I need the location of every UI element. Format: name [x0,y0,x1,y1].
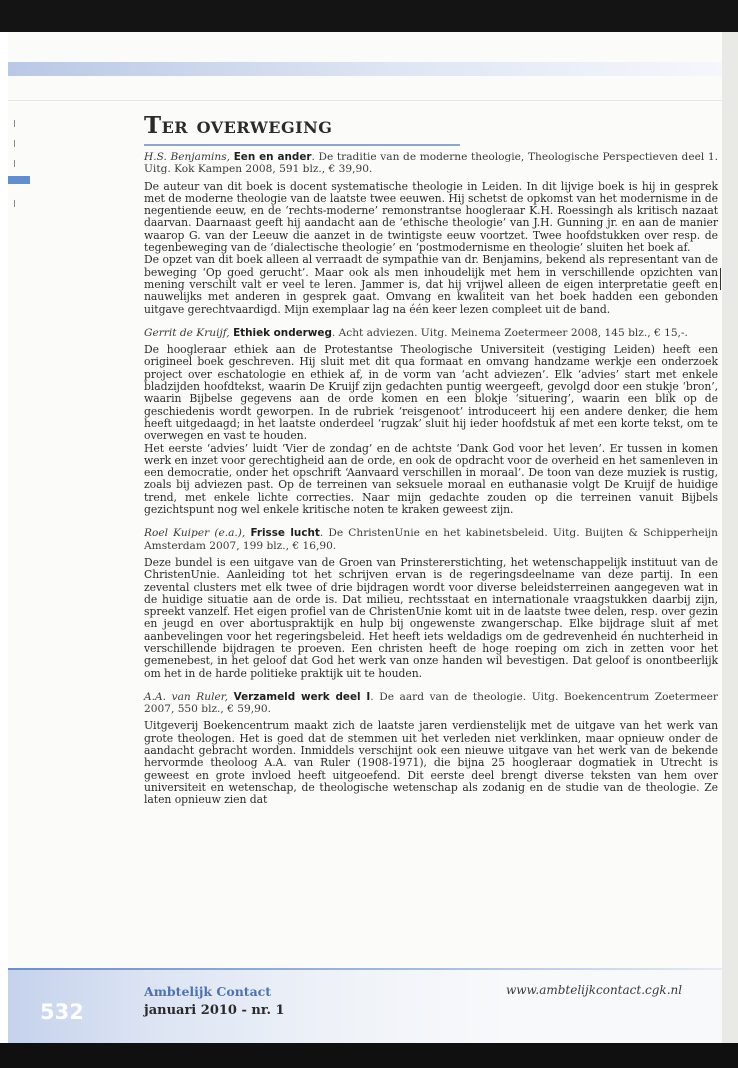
magazine-name: Ambtelijk Contact [144,984,272,999]
review-author: H.S. Benjamins, [144,151,231,163]
book-details: . De ChristenUnie en het kabinetsbeleid. Uitg. Buijten & Schipperheijn Amsterdam 2007, 199 blz., € 16,90. [144,527,718,552]
book-details: . De aard van de theologie. Uitg. Boekencentrum Zoetermeer 2007, 550 blz., € 59,90. [144,690,718,716]
issue-label: januari 2010 - nr. 1 [144,1003,285,1018]
footer-band [8,968,722,1043]
margin-tick [14,200,15,207]
book-title: Een en ander [233,151,312,163]
review-reference [144,527,718,552]
book-details: . Acht adviezen. Uitg. Meinema Zoetermeer 2008, 145 blz., € 15,-. [331,326,688,339]
review-reference [144,151,718,176]
side-marker [8,176,30,184]
margin-tick [14,120,15,127]
book-title: Verzameld werk deel I [233,690,371,703]
book-title: Frisse lucht [250,527,320,540]
margin-mark [720,268,721,290]
page-number: 532 [40,1000,84,1024]
book-title: Ethiek onderweg [233,326,332,339]
footer-rule [8,968,722,970]
scan-bottom-border [0,1043,738,1068]
review-author: Roel Kuiper (e.a.), [144,527,246,540]
scan-top-border [0,0,738,32]
review-paragraph: Het eerste ‘advies’ luidt ‘Vier de zondag’ en de achtste ‘Dank God voor het leven’. Er tussen in komen werk en inzet voor gerechtigheid aan de orde, en ook de opdracht voor de overheid en het samenleven in een democratie, onder het opschrift ‘Aanvaard verschillen in moraal’. De toon van deze muziek is rustig, zoals bij adviezen past. Op de terreinen van seksuele moraal en euthanasie volgt De Kruijf de huidige trend, met enkele lichte correcties. Naar mijn gedachte zouden op die terreinen vanuit Bijbels gezichtspunt nog wel enkele kritische noten te kraken geweest zijn. [144,441,718,517]
review-paragraph: Uitgeverij Boekencentrum maakt zich de laatste jaren verdienstelijk met de uitgave van het werk van grote theologen. Het is goed dat de stemmen uit het verleden niet verklinken, maar opnieuw onder de aandacht gebracht worden. Inmiddels verschijnt ook een nieuwe uitgave van het werk van de bekende hervormde theoloog A.A. van Ruler (1908-1971), die bijna 25 hoogleraar dogmatiek in Utrecht is geweest en grote invloed heeft uitgeoefend. Dit eerste deel brengt diverse teksten van hem over universiteit en wetenschap, de theologische wetenschap als zodanig en de studie van de theologie. Ze laten opnieuw zien dat [144,719,718,807]
review-paragraph: De opzet van dit boek alleen al verraadt de sympathie van dr. Benjamins, bekend als representant van de beweging ‘Op goed gerucht’. Maar ook als men inhoudelijk met hem in verschillende opzichten van mening verschilt valt er veel te leren. Jammer is, dat hij vrijwel alleen de eigen interpretatie geeft en nauwelijks met anderen in gesprek gaat. Omvang en kwaliteit van het boek hadden een gebonden uitgave gerechtvaardigd. Mijn exemplaar lag na één keer lezen compleet uit de band. [144,253,718,316]
scan-right-edge [722,32,738,1068]
title-underline [144,144,460,146]
page-title: Ter overweging [144,112,333,139]
book-details: . De traditie van de moderne theologie, Theologische Perspectieven deel 1. Uitg. Kok Kampen 2008, 591 blz., € 39,90. [144,151,719,176]
review-reference [144,691,718,716]
review-reference [144,327,718,339]
website-url: www.ambtelijkcontact.cgk.nl [506,983,683,997]
review-author: A.A. van Ruler, [144,690,229,703]
margin-tick [14,140,15,147]
review-column [144,151,718,807]
review-paragraph: De hoogleraar ethiek aan de Protestantse Theologische Universiteit (vestiging Leiden) heeft een origineel boek geschreven. Hij sluit met dit qua formaat en omvang handzame werkje een onderzoek project over eschatologie en ethiek af, in de vorm van ‘acht adviezen’. Elk ‘advies’ start met enkele bladzijden hoofdtekst, waarin De Kruijf zijn gedachten puntig weergeeft, gevolgd door een stukje ‘bron’, waarin Bijbelse gegevens aan de orde komen en een blokje ‘situering’, waarin een blik op de geschiedenis wordt geworpen. In de rubriek ‘reisgenoot’ introduceert hij een andere denker, die hem heeft uitgedaagd; in het laatste onderdeel ‘rugzak’ sluit hij ieder hoofdstuk af met een korte tekst, om te overwegen en vast te houden. [144,343,718,443]
review-author: Gerrit de Kruijf, [144,326,230,339]
header-rule [8,100,722,101]
header-color-band [8,62,722,76]
margin-tick [14,160,15,167]
review-paragraph: De auteur van dit boek is docent systematische theologie in Leiden. In dit lijvige boek is hij in gesprek met de moderne theologie van de laatste twee eeuwen. Hij schetst de opkomst van het modernisme in de negentiende eeuw, en de ‘rechts-moderne’ remonstrantse hoogleraar K.H. Roessingh als kritisch nazaat daarvan. Daarnaast geeft hij aandacht aan de ‘ethische theologie’ van J.H. Gunning jr. en aan de manier waarop G. van der Leeuw die aanzet in de twintigste eeuw voortzet. Twee hoofdstukken over resp. de tegenbeweging van de ‘dialectische theologie’ en ‘postmodernisme en theologie’ sluiten het boek af. [144,179,718,255]
review-paragraph: Deze bundel is een uitgave van de Groen van Prinstererstichting, het wetenschappelijk instituut van de ChristenUnie. Aanleiding tot het schrijven ervan is de regeringsdeelname van deze partij. In een zevental clusters met elk twee of drie bijdragen wordt voor diverse beleidsterreinen aangegeven wat in de huidige situatie aan de orde is. Dat milieu, rechtsstaat en internationale vraagstukken daarbij zijn, spreekt vanzelf. Het eigen profiel van de ChristenUnie komt uit in de laatste twee delen, resp. over gezin en jeugd en over abortuspraktijk en hulp bij ongewenste zwangerschap. Elke bijdrage sluit af met aanbevelingen voor het regeringsbeleid. Het heeft iets weldadigs om de gedrevenheid én nuchterheid in verschillende bijdragen te proeven. Een christen heeft de hoge roeping om zich in zetten voor het gemenebest, in het geloof dat God het werk van onze handen wil bevestigen. Dat geloof is onontbeerlijk om het in de harde politieke praktijk uit te houden. [144,555,718,680]
